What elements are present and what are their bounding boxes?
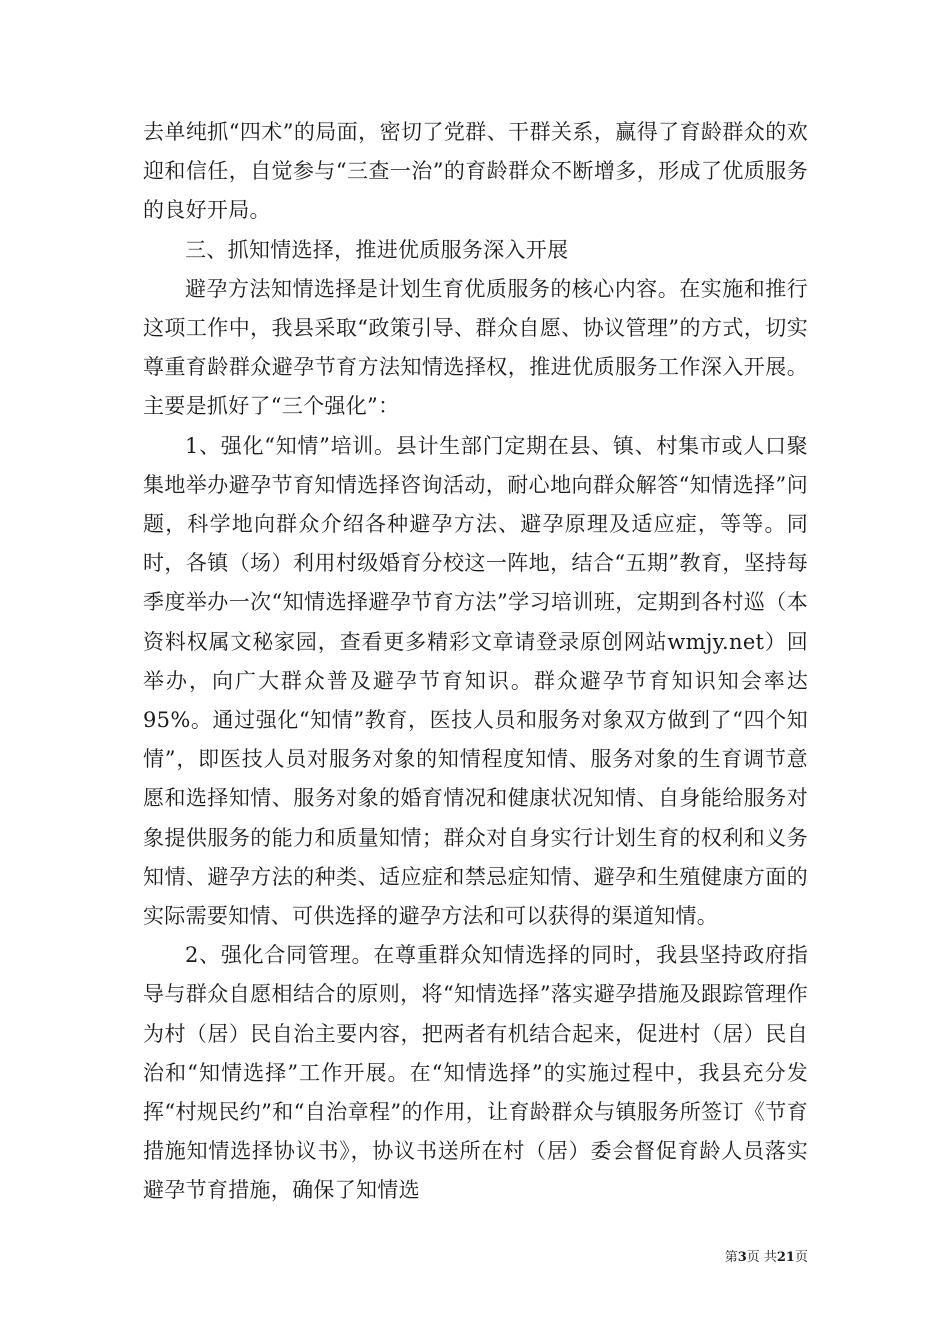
footer-prefix: 第 <box>724 1250 738 1265</box>
paragraph-5: 2、强化合同管理。在尊重群众知情选择的同时，我县坚持政府指导与群众自愿相结合的原则，将“知情选择”落实避孕措施及跟踪管理作为村（居）民自治主要内容，把两者有机结合起来，促进村（居）民自治和“知情选择”工作开展。在“知情选择”的实施过程中，我县充分发挥“村规民约”和“自治章程”的作用，让育龄群众与镇服务所签订《节育措施知情选择协议书》，协议书送所在村（居）委会督促育龄人员落实避孕节育措施，确保了知情选 <box>143 943 808 1203</box>
paragraph-1: 去单纯抓“四术”的局面，密切了党群、干群关系，赢得了育龄群众的欢迎和信任，自觉参与“三查一治”的育龄群众不断增多，形成了优质服务的良好开局。 <box>143 120 808 223</box>
total-page-number: 21 <box>776 1250 795 1265</box>
paragraph-3: 避孕方法知情选择是计划生育优质服务的核心内容。在实施和推行这项工作中，我县采取“政策引导、群众自愿、协议管理”的方式，切实尊重育龄群众避孕节育方法知情选择权，推进优质服务工作深入开展。主要是抓好了“三个强化”： <box>143 276 808 419</box>
page-number-footer <box>700 1246 808 1265</box>
document-body <box>143 113 808 1211</box>
footer-suffix: 页 <box>794 1250 808 1265</box>
paragraph-4: 1、强化“知情”培训。县计生部门定期在县、镇、村集市或人口聚集地举办避孕节育知情选择咨询活动，耐心地向群众解答“知情选择”问题，科学地向群众介绍各种避孕方法、避孕原理及适应症，等等。同时，各镇（场）利用村级婚育分校这一阵地，结合“五期”教育，坚持每季度举办一次“知情选择避孕节育方法”学习培训班，定期到各村巡（本资料权属文秘家园，查看更多精彩文章请登录原创网站wmjy.net）回举办，向广大群众普及避孕节育知识。群众避孕节育知识知会率达95%。通过强化“知情”教育，医技人员和服务对象双方做到了“四个知情”，即医技人员对服务对象的知情程度知情、服务对象的生育调节意愿和选择知情、服务对象的婚育情况和健康状况知情、自身能给服务对象提供服务的能力和质量知情；群众对自身实行计划生育的权利和义务知情、避孕方法的种类、适应症和禁忌症知情、避孕和生殖健康方面的实际需要知情、可供选择的避孕方法和可以获得的渠道知情。 <box>143 433 808 929</box>
footer-middle: 页 共 <box>746 1250 777 1265</box>
current-page-number: 3 <box>737 1250 747 1265</box>
section-heading: 三、抓知情选择，推进优质服务深入开展 <box>185 237 569 262</box>
